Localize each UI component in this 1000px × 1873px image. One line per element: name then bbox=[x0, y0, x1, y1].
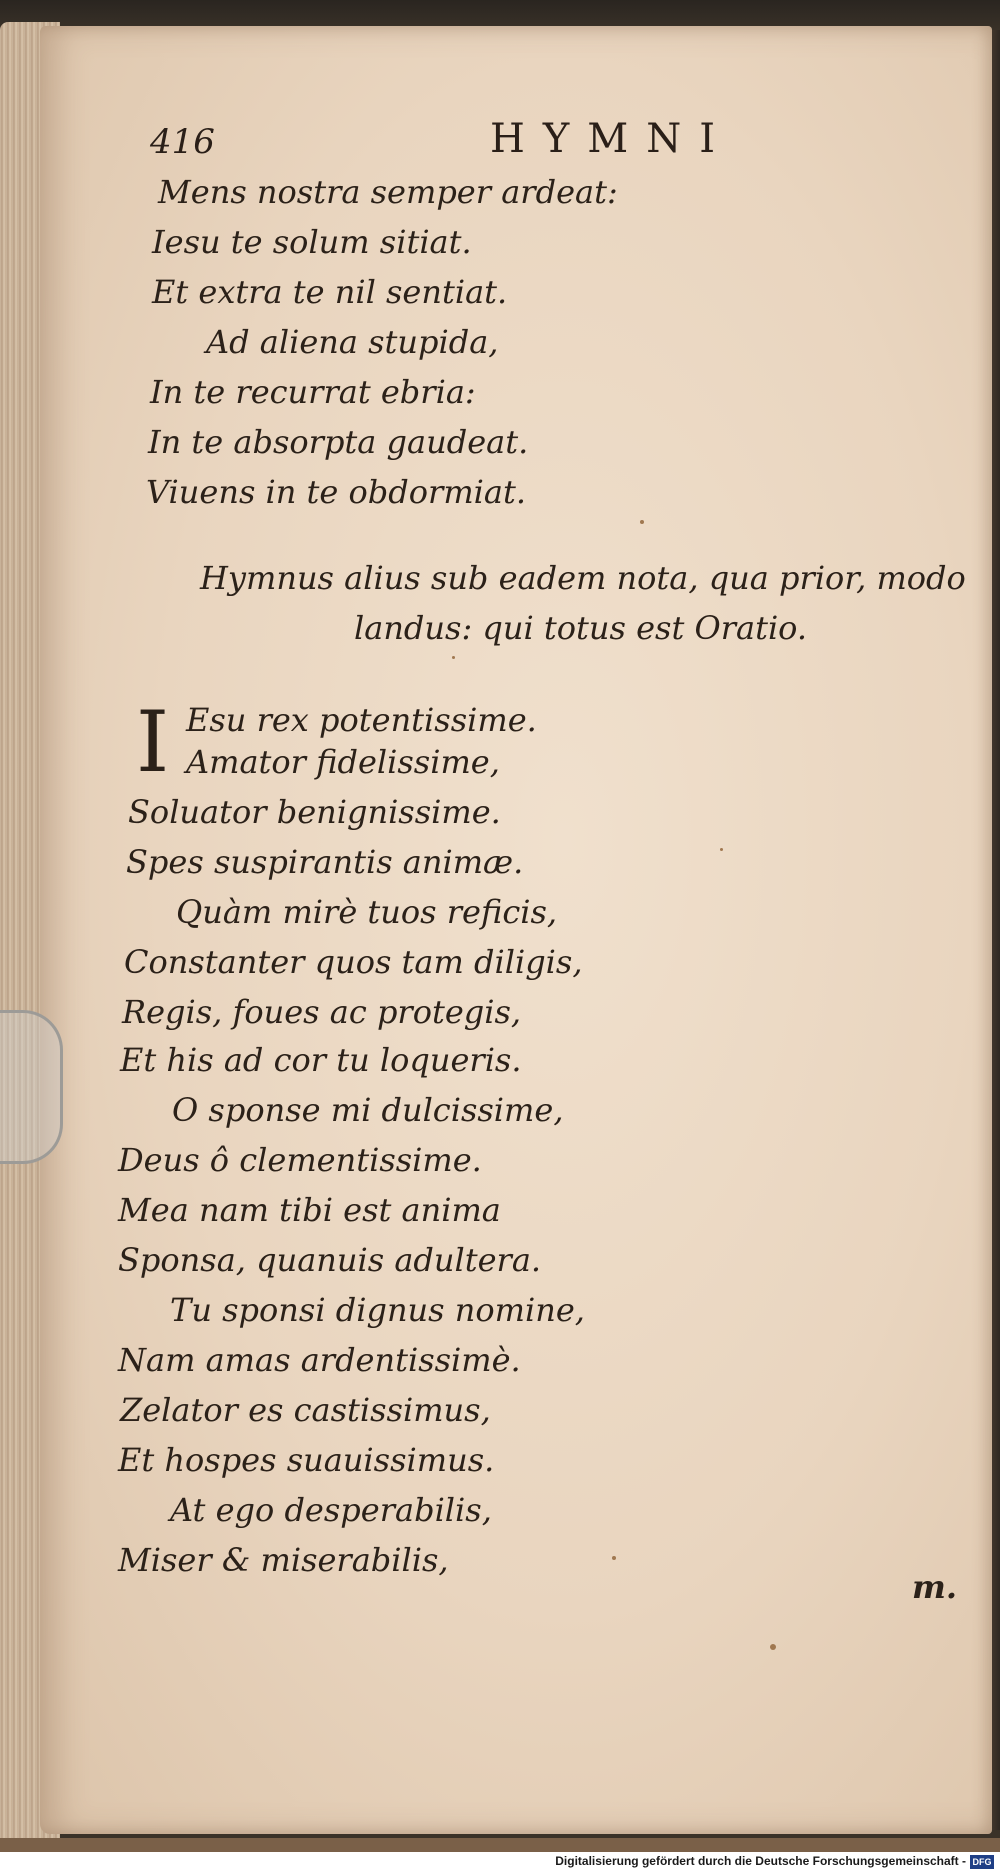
verse-line: Amator fidelissime, bbox=[186, 743, 500, 781]
page-number: 416 bbox=[150, 122, 215, 162]
paper-speck bbox=[452, 656, 455, 659]
verse-line: Soluator benignissime. bbox=[128, 793, 501, 831]
hymn-heading-line-1: Hymnus alius sub eadem nota, qua prior, modo bbox=[200, 559, 966, 597]
page-header bbox=[150, 112, 810, 164]
verse-line: O sponse mi dulcissime, bbox=[172, 1091, 564, 1129]
verse-line: Constanter quos tam diligis, bbox=[124, 943, 583, 981]
verse-line: In te recurrat ebria: bbox=[150, 373, 476, 411]
verse-line: Nam amas ardentissimè. bbox=[118, 1341, 521, 1379]
dfg-logo: DFG bbox=[970, 1855, 994, 1869]
verse-line: Zelator es castissimus, bbox=[120, 1391, 491, 1429]
page-clip bbox=[0, 1010, 63, 1164]
verse-line: Deus ô clementissime. bbox=[118, 1141, 482, 1179]
verse-line: Mens nostra semper ardeat: bbox=[158, 173, 618, 211]
verse-line: Iesu te solum sitiat. bbox=[152, 223, 472, 261]
hymn-heading-line-2: landus: qui totus est Oratio. bbox=[354, 609, 808, 647]
catchword: m. bbox=[912, 1568, 957, 1606]
verse-line: Et his ad cor tu loqueris. bbox=[120, 1041, 522, 1079]
verse-line: Spes suspirantis animæ. bbox=[126, 843, 524, 881]
verse-line: Viuens in te obdormiat. bbox=[146, 473, 526, 511]
verse-line: At ego desperabilis, bbox=[170, 1491, 492, 1529]
scan-bottom-edge bbox=[0, 1838, 1000, 1852]
verse-line: Sponsa, quanuis adultera. bbox=[118, 1241, 542, 1279]
drop-capital: I bbox=[136, 693, 170, 791]
verse-line: Miser & miserabilis, bbox=[118, 1541, 449, 1579]
verse-line: Et extra te nil sentiat. bbox=[152, 273, 508, 311]
digitization-footer bbox=[0, 1852, 1000, 1873]
paper-speck bbox=[770, 1644, 776, 1650]
verse-line: Et hospes suauissimus. bbox=[118, 1441, 495, 1479]
verse-line: Mea nam tibi est anima bbox=[118, 1191, 501, 1229]
verse-line: Tu sponsi dignus nomine, bbox=[170, 1291, 585, 1329]
running-head: HYMNI bbox=[490, 116, 734, 162]
verse-line: Quàm mirè tuos reficis, bbox=[176, 893, 558, 931]
paper-speck bbox=[612, 1556, 616, 1560]
funding-notice: Digitalisierung gefördert durch die Deutsche Forschungsgemeinschaft - bbox=[555, 1854, 966, 1868]
paper-speck bbox=[640, 520, 644, 524]
verse-line: In te absorpta gaudeat. bbox=[148, 423, 529, 461]
verse-line: Ad aliena stupida, bbox=[206, 323, 499, 361]
verse-line: Regis, foues ac protegis, bbox=[122, 993, 522, 1031]
verse-line: Esu rex potentissime. bbox=[186, 701, 537, 739]
paper-speck bbox=[720, 848, 723, 851]
